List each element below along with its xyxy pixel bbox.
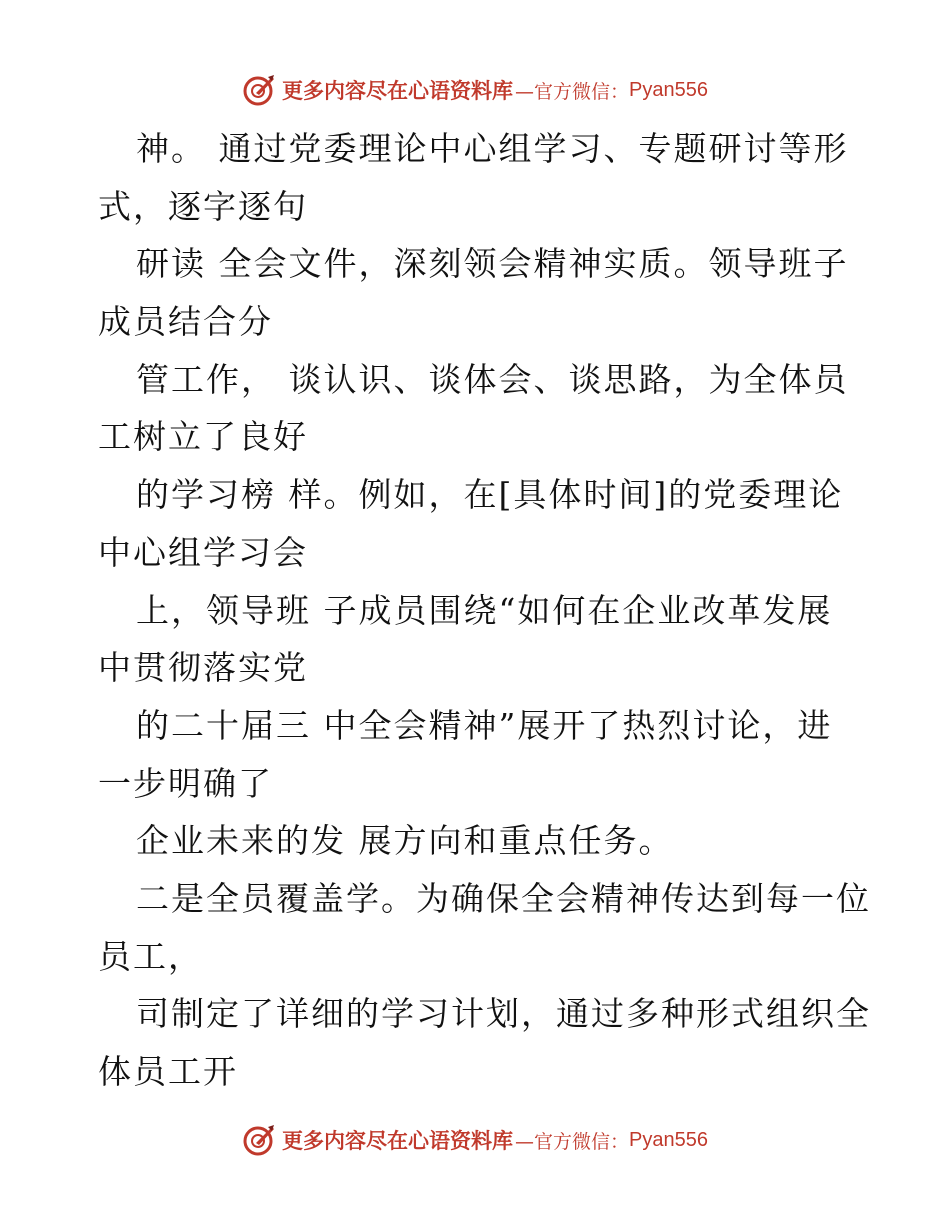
text-line: 员工， bbox=[98, 936, 203, 976]
text-line: 成员结合分 bbox=[98, 302, 273, 342]
text-line: 司制定了详细的学习计划，通过多种形式组织全 bbox=[136, 994, 871, 1034]
text-line: 中贯彻落实党 bbox=[98, 648, 308, 688]
text-line: 工树立了良好 bbox=[98, 417, 308, 457]
watermark-separator: —官方微信： bbox=[515, 80, 630, 103]
watermark-separator: —官方微信： bbox=[515, 1130, 630, 1153]
text-line: 中心组学习会 bbox=[98, 532, 308, 572]
text-line: 式，逐字逐句 bbox=[98, 186, 308, 226]
fountain-pen-logo-icon bbox=[242, 73, 276, 107]
text-line: 神。 通过党委理论中心组学习、专题研讨等形 bbox=[136, 129, 849, 168]
text-line: 上，领导班 子成员围绕“如何在企业改革发展 bbox=[136, 590, 833, 630]
text-line: 一步明确了 bbox=[98, 763, 273, 803]
text-line: 企业未来的发 展方向和重点任务。 bbox=[136, 821, 674, 861]
text-line: 体员工开 bbox=[98, 1052, 238, 1091]
text-line: 管工作， 谈认识、谈体会、谈思路，为全体员 bbox=[136, 359, 849, 399]
text-line: 的二十届三 中全会精神”展开了热烈讨论，进 bbox=[136, 705, 833, 745]
watermark-text: 更多内容尽在心语资料库 bbox=[282, 1128, 513, 1153]
watermark-account: Pyan556 bbox=[629, 78, 708, 101]
fountain-pen-logo-icon bbox=[242, 1123, 276, 1157]
text-line: 研读 全会文件，深刻领会精神实质。领导班子 bbox=[136, 244, 849, 284]
text-line: 二是全员覆盖学。为确保全会精神传达到每一位 bbox=[136, 878, 871, 918]
document-body bbox=[98, 120, 871, 1101]
header-watermark bbox=[0, 70, 950, 110]
text-line: 的学习榜 样。例如，在[具体时间]的党委理论 bbox=[136, 475, 844, 515]
watermark-text: 更多内容尽在心语资料库 bbox=[282, 78, 513, 103]
footer-watermark bbox=[0, 1120, 950, 1160]
watermark-account: Pyan556 bbox=[629, 1128, 708, 1151]
